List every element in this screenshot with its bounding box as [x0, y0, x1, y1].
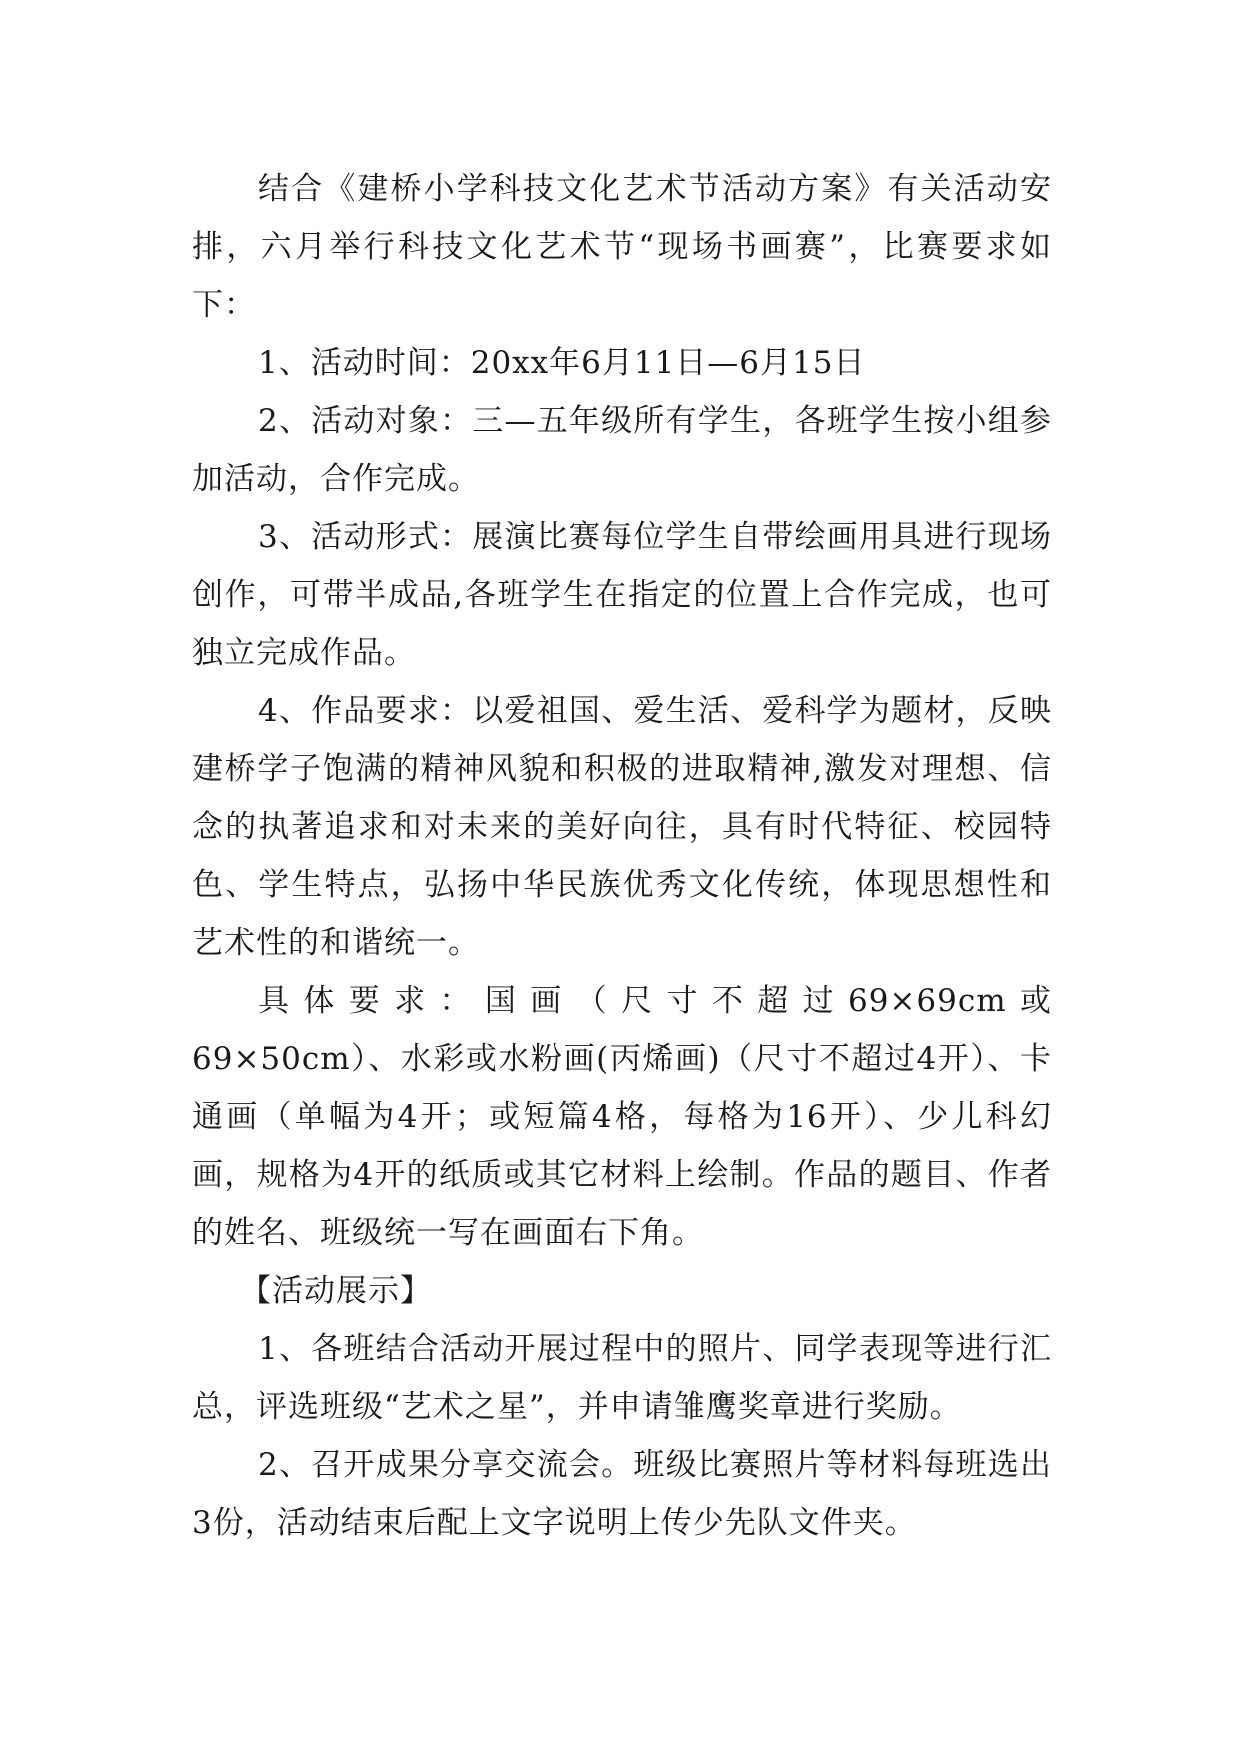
activity-format-paragraph: 3、活动形式：展演比赛每位学生自带绘画用具进行现场创作，可带半成品,各班学生在指定的位置上合作完成，也可独立完成作品。 — [192, 519, 1052, 671]
specific-requirements-paragraph: 具体要求：国画（尺寸不超过69×69cm或69×50cm）、水彩或水粉画(丙烯画)（尺寸不超过4开）、卡通画（单幅为4开；或短篇4格，每格为16开）、少儿科幻画，规格为4开的纸质或其它材料上绘制。作品的题目、作者的姓名、班级统一写在画面右下角。 — [192, 983, 1052, 1251]
document-body — [192, 160, 1052, 1552]
display-item-1: 1、各班结合活动开展过程中的照片、同学表现等进行汇总，评选班级“艺术之星”，并申请雏鹰奖章进行奖励。 — [192, 1331, 1052, 1425]
activity-time-paragraph: 1、活动时间：20xx年6月11日—6月15日 — [258, 345, 866, 381]
work-requirements-paragraph: 4、作品要求：以爱祖国、爱生活、爱科学为题材，反映建桥学子饱满的精神风貌和积极的进取精神,激发对理想、信念的执著追求和对未来的美好向往，具有时代特征、校园特色、学生特点，弘扬中华民族优秀文化传统，体现思想性和艺术性的和谐统一。 — [192, 693, 1052, 961]
display-item-2: 2、召开成果分享交流会。班级比赛照片等材料每班选出3份，活动结束后配上文字说明上传少先队文件夹。 — [192, 1447, 1052, 1541]
section-heading: 【活动展示】 — [240, 1273, 432, 1309]
intro-paragraph: 结合《建桥小学科技文化艺术节活动方案》有关活动安排，六月举行科技文化艺术节“现场书画赛”，比赛要求如下： — [192, 171, 1052, 323]
activity-target-paragraph: 2、活动对象：三—五年级所有学生，各班学生按小组参加活动，合作完成。 — [192, 403, 1052, 497]
